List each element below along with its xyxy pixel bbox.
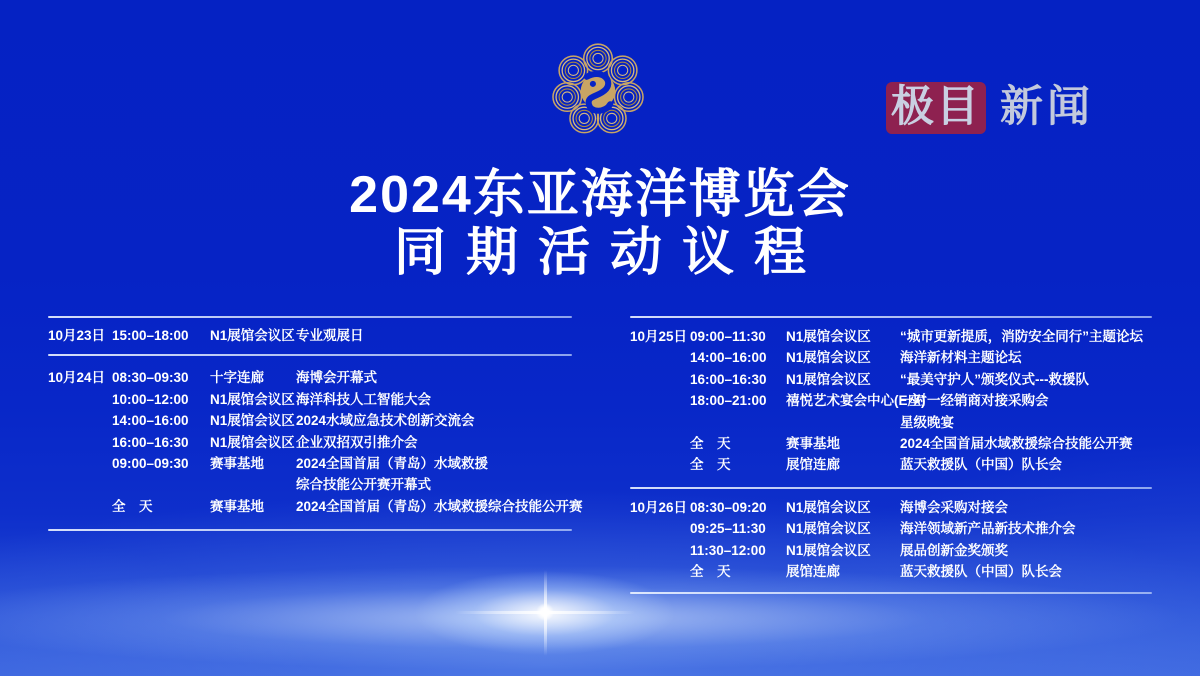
event-event: 海博会采购对接会 <box>900 499 1008 515</box>
event-venue: N1展馆会议区 <box>210 328 295 343</box>
title-line-2: 同期活动议程 <box>393 224 826 282</box>
event-venue: N1展馆会议区 <box>786 371 871 387</box>
event-venue: N1展馆会议区 <box>786 521 871 537</box>
divider-line <box>48 529 572 531</box>
event-event: 综合技能公开赛开幕式 <box>296 477 431 493</box>
event-date <box>48 496 112 517</box>
event-event: 蓝天救援队（中国）队长会 <box>900 564 1062 580</box>
event-event: 企业双招双引推介会 <box>296 434 418 450</box>
event-time <box>112 474 210 495</box>
event-date <box>48 474 112 495</box>
event-event: 蓝天救援队（中国）队长会 <box>900 457 1062 473</box>
schedule-row <box>630 412 1152 433</box>
event-time <box>690 412 786 433</box>
event-date <box>48 453 112 474</box>
light-flare-horizontal <box>455 611 635 614</box>
event-time: 15:00–18:00 <box>112 328 189 343</box>
event-date <box>630 561 690 582</box>
schedule-block-oct26 <box>630 489 1152 593</box>
schedule-row <box>48 496 583 517</box>
event-time: 09:00–11:30 <box>690 329 766 344</box>
event-time: 18:00–21:00 <box>690 393 767 409</box>
event-date <box>630 433 690 454</box>
schedule-row <box>48 453 572 474</box>
schedule-column-left <box>48 316 583 531</box>
schedule-row <box>630 390 1152 411</box>
event-time: 14:00–16:00 <box>112 413 189 429</box>
event-venue: 赛事基地 <box>786 436 840 452</box>
event-time: 14:00–16:00 <box>690 350 767 366</box>
schedule-row <box>630 433 1152 454</box>
event-time: 全 天 <box>690 564 731 580</box>
schedule-row <box>630 369 1152 390</box>
title-line-1: 2024东亚海洋博览会 <box>349 166 851 224</box>
event-date <box>630 518 690 539</box>
schedule-row <box>48 432 572 453</box>
event-venue: N1展馆会议区 <box>210 391 295 407</box>
jimu-news-suffix: 新闻 <box>1000 84 1094 131</box>
divider-line <box>630 592 1152 594</box>
schedule-block-oct24 <box>48 356 583 529</box>
event-date <box>630 390 690 411</box>
event-time: 10:00–12:00 <box>112 391 189 407</box>
schedule-block-oct25 <box>630 318 1152 487</box>
event-event: 2024水域应急技术创新交流会 <box>296 413 475 429</box>
schedule-column-right <box>630 316 1152 594</box>
event-event: 展品创新金奖颁奖 <box>900 542 1008 558</box>
event-venue: N1展馆会议区 <box>786 329 871 344</box>
event-event: 海洋新材料主题论坛 <box>900 350 1022 366</box>
event-event: 专业观展日 <box>296 328 364 343</box>
event-date <box>630 412 690 433</box>
event-time: 16:00–16:30 <box>112 434 189 450</box>
marine-expo-emblem-logo <box>542 34 654 146</box>
schedule-row <box>48 325 572 346</box>
schedule-row <box>630 497 1152 518</box>
event-date <box>48 389 112 410</box>
event-event: “城市更新提质，消防安全同行”主题论坛 <box>900 329 1143 344</box>
event-time: 09:25–11:30 <box>690 521 766 537</box>
event-date <box>630 540 690 561</box>
event-venue: N1展馆会议区 <box>210 434 295 450</box>
event-venue: N1展馆会议区 <box>210 413 295 429</box>
schedule-row <box>630 561 1152 582</box>
jimu-news-watermark <box>886 82 1094 134</box>
event-venue: N1展馆会议区 <box>786 499 871 515</box>
event-venue: 赛事基地 <box>210 456 264 472</box>
event-venue: 展馆连廊 <box>786 457 840 473</box>
event-event: 海洋科技人工智能大会 <box>296 391 431 407</box>
schedule-row <box>630 347 1152 368</box>
event-date <box>48 410 112 431</box>
event-time: 16:00–16:30 <box>690 371 767 387</box>
event-venue: 禧悦艺术宴会中心(E座) <box>786 393 926 409</box>
event-date: 10月24日 <box>48 370 106 386</box>
event-event: 星级晚宴 <box>900 414 954 430</box>
event-time: 08:30–09:30 <box>112 370 189 386</box>
event-time: 08:30–09:20 <box>690 499 767 515</box>
event-event: 一对一经销商对接采购会 <box>900 393 1049 409</box>
schedule-row <box>630 518 1152 539</box>
event-date: 10月26日 <box>630 499 688 515</box>
event-venue <box>210 474 296 495</box>
event-event: 2024全国首届（青岛）水域救援 <box>296 456 489 472</box>
event-time: 09:00–09:30 <box>112 456 189 472</box>
poster-title <box>0 166 1200 282</box>
event-event: 2024全国首届（青岛）水域救援综合技能公开赛 <box>296 498 583 514</box>
event-event: 2024全国首届水域救援综合技能公开赛 <box>900 436 1133 452</box>
event-venue: 赛事基地 <box>210 498 264 514</box>
event-time: 全 天 <box>112 498 153 514</box>
event-date: 10月23日 <box>48 328 106 343</box>
event-date: 10月25日 <box>630 329 688 344</box>
event-time: 全 天 <box>690 436 731 452</box>
schedule-row <box>630 326 1152 347</box>
event-date <box>630 347 690 368</box>
event-date <box>630 369 690 390</box>
event-event: 海博会开幕式 <box>296 370 377 386</box>
event-event: “最美守护人”颁奖仪式---救援队 <box>900 371 1089 387</box>
event-venue: 十字连廊 <box>210 370 264 386</box>
event-time: 11:30–12:00 <box>690 542 766 558</box>
schedule-row <box>48 410 572 431</box>
event-venue <box>786 412 900 433</box>
event-date <box>630 454 690 475</box>
schedule-row <box>48 389 572 410</box>
event-venue: N1展馆会议区 <box>786 350 871 366</box>
event-event: 海洋领域新产品新技术推介会 <box>900 521 1076 537</box>
schedule-row <box>48 474 572 495</box>
jimu-news-badge: 极目 <box>886 82 986 134</box>
schedule-row <box>630 540 1152 561</box>
event-venue: N1展馆会议区 <box>786 542 871 558</box>
schedule-block-oct23 <box>48 318 572 354</box>
schedule-row <box>630 454 1152 475</box>
event-time: 全 天 <box>690 457 731 473</box>
event-venue: 展馆连廊 <box>786 564 840 580</box>
event-date <box>48 432 112 453</box>
schedule-row <box>48 367 572 388</box>
